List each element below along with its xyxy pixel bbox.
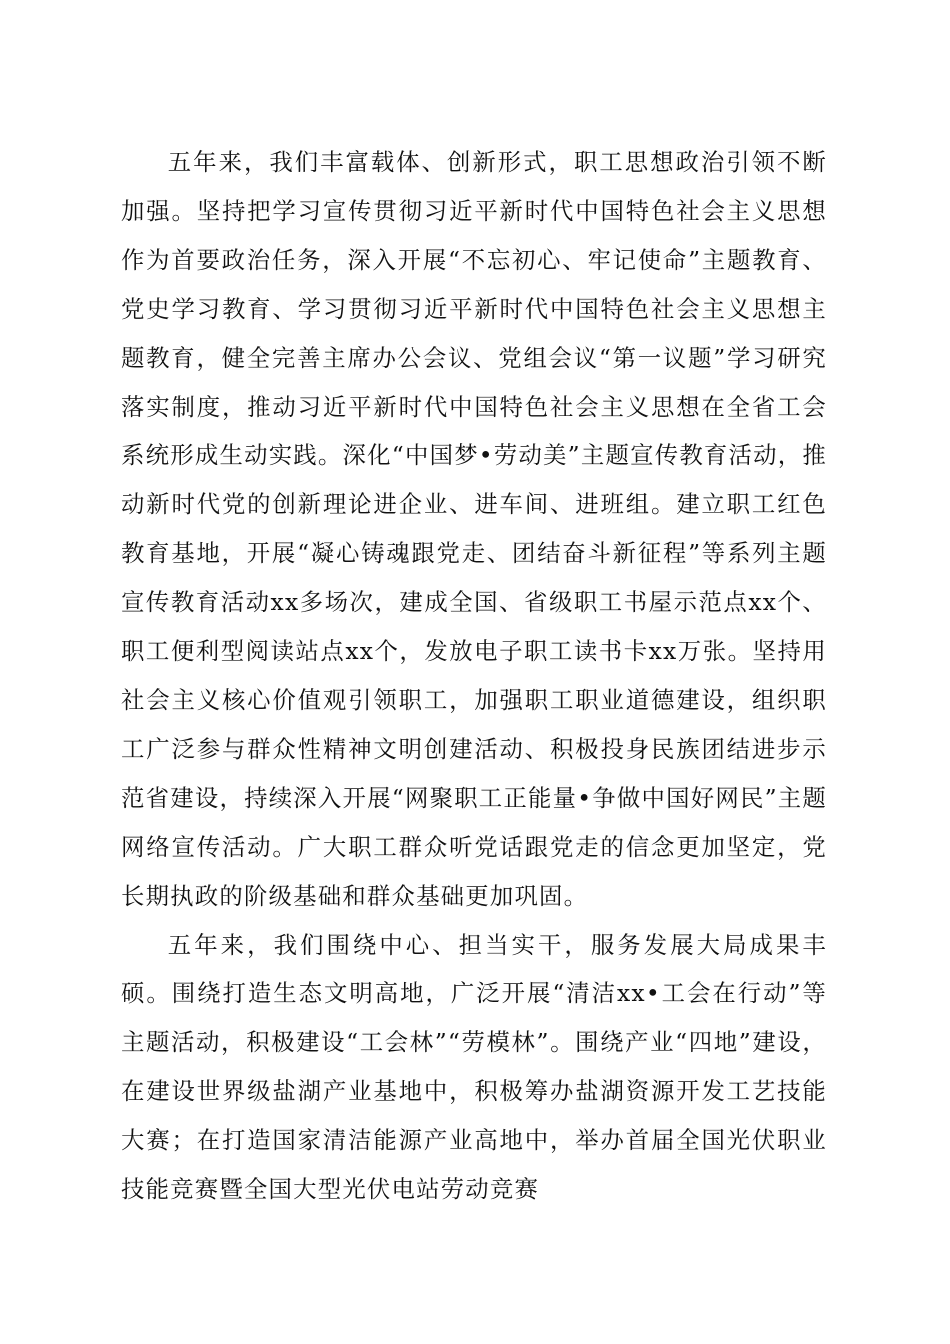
document-body: [121, 138, 827, 1214]
paragraph-serving-development: 五年来，我们围绕中心、担当实干，服务发展大局成果丰硕。围绕打造生态文明高地，广泛开展“清洁xx•工会在行动”等主题活动，积极建设“工会林”“劳模林”。围绕产业“四地”建设，在建设世界级盐湖产业基地中，积极筹办盐湖资源开发工艺技能大赛；在打造国家清洁能源产业高地中，举办首届全国光伏职业技能竞赛暨全国大型光伏电站劳动竞赛: [121, 930, 827, 1204]
paragraph-ideological-guidance: 五年来，我们丰富载体、创新形式，职工思想政治引领不断加强。坚持把学习宣传贯彻习近平新时代中国特色社会主义思想作为首要政治任务，深入开展“不忘初心、牢记使命”主题教育、党史学习教育、学习贯彻习近平新时代中国特色社会主义思想主题教育，健全完善主席办公会议、党组会议“第一议题”学习研究落实制度，推动习近平新时代中国特色社会主义思想在全省工会系统形成生动实践。深化“中国梦•劳动美”主题宣传教育活动，推动新时代党的创新理论进企业、进车间、进班组。建立职工红色教育基地，开展“凝心铸魂跟党走、团结奋斗新征程”等系列主题宣传教育活动xx多场次，建成全国、省级职工书屋示范点xx个、职工便利型阅读站点xx个，发放电子职工读书卡xx万张。坚持用社会主义核心价值观引领职工，加强职工职业道德建设，组织职工广泛参与群众性精神文明创建活动、积极投身民族团结进步示范省建设，持续深入开展“网聚职工正能量•争做中国好网民”主题网络宣传活动。广大职工群众听党话跟党走的信念更加坚定，党长期执政的阶级基础和群众基础更加巩固。: [121, 148, 827, 910]
